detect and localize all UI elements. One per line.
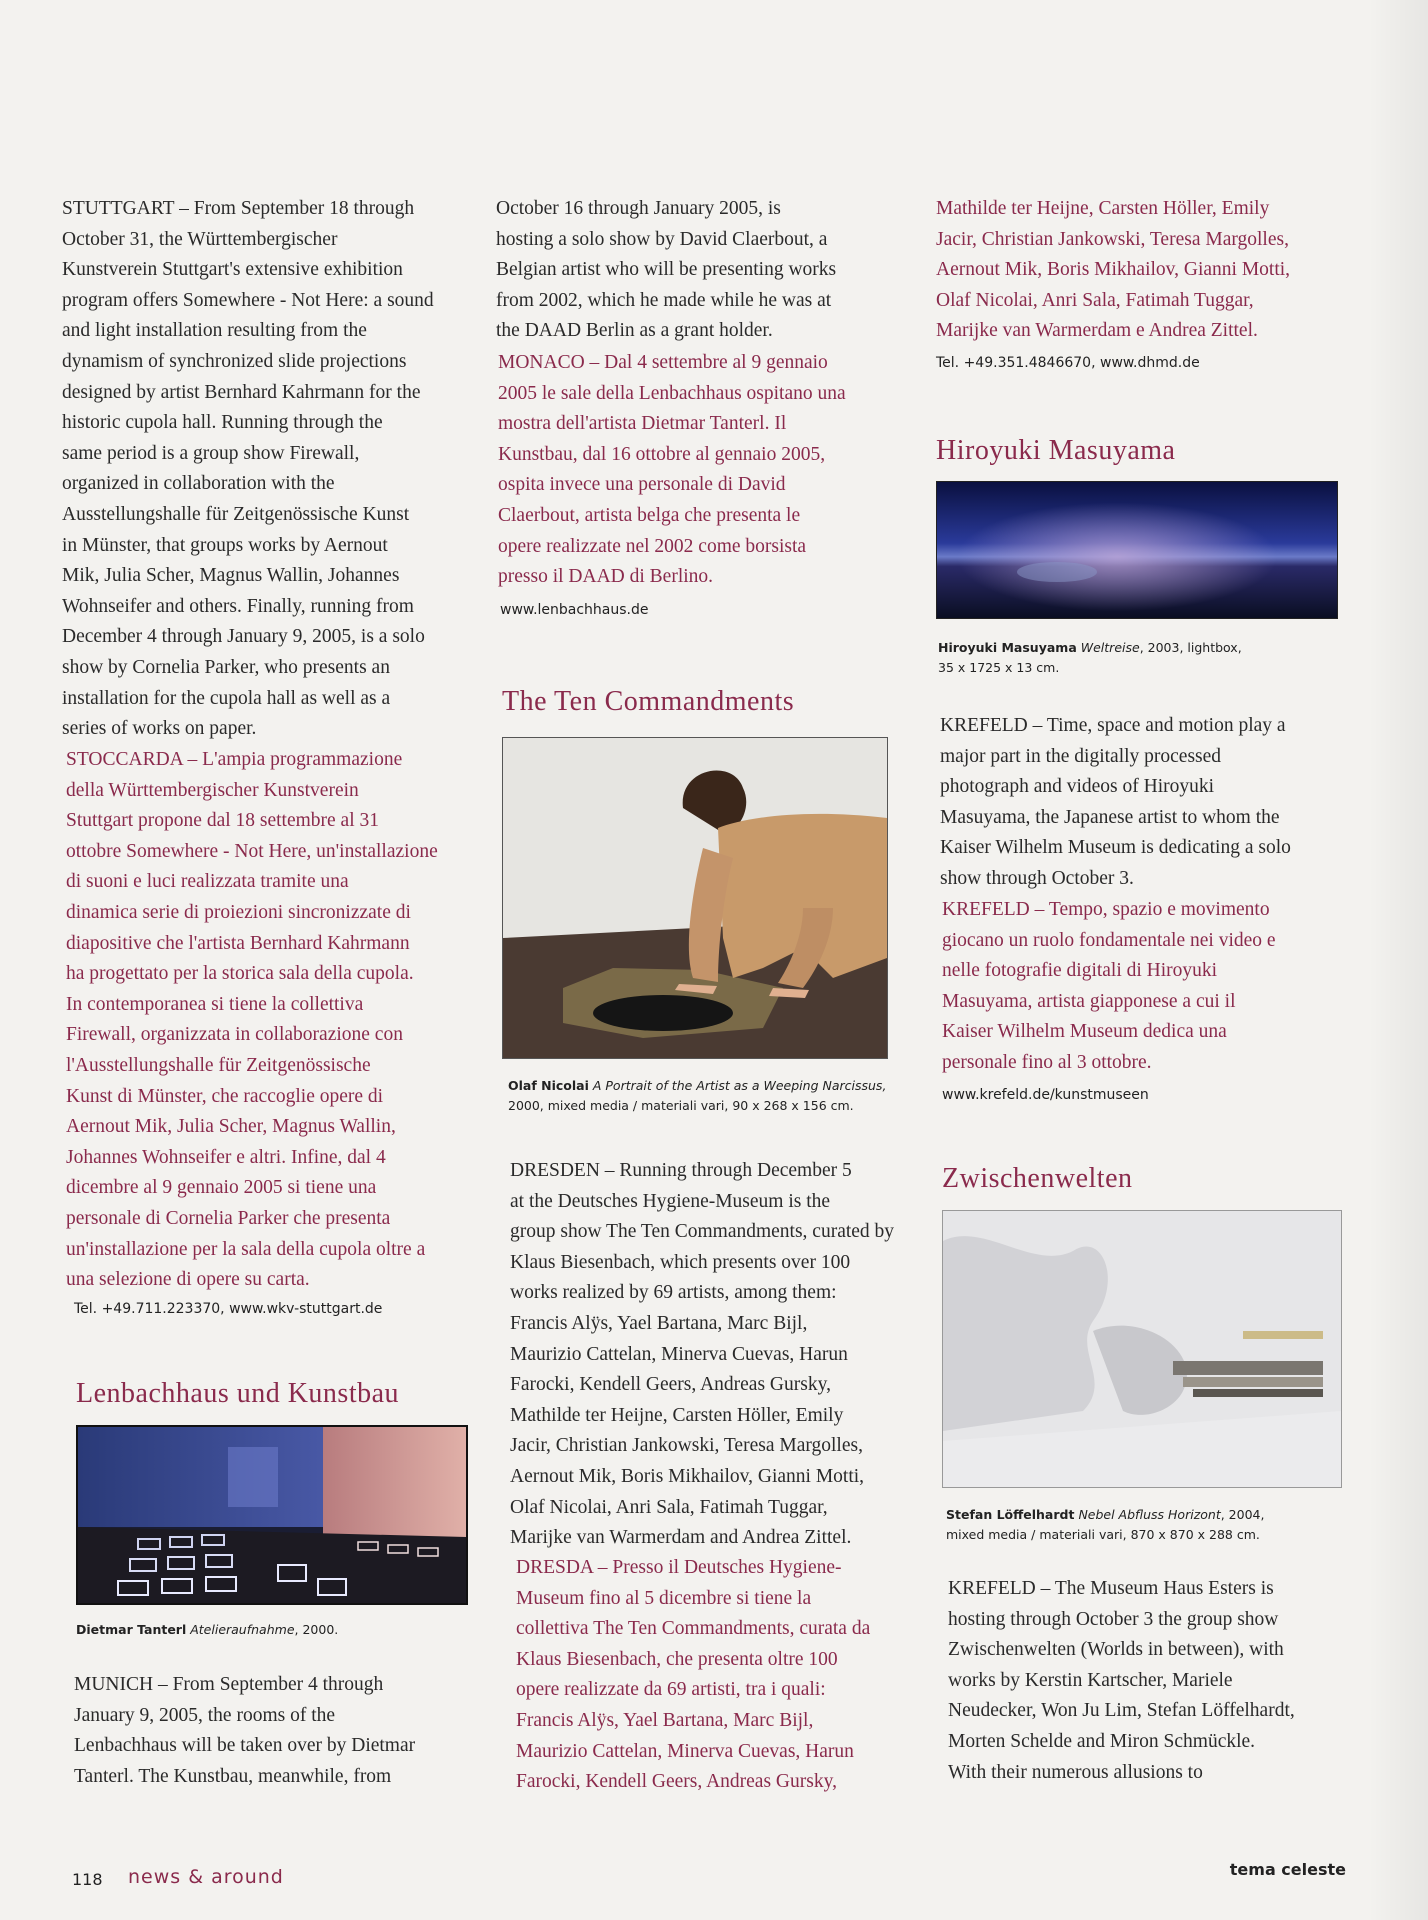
stuttgart-en-text: STUTTGART – From September 18 through October 31, the Württembergischer Kunstverein Stuttgart's extensive exhibition program offers Somewhere - Not Here: a sound and light installation resulting from the dynamism of synchronized slide projections designed by artist Bernhard Kahrmann for the historic cupola hall. Running through the same period is a group show Firewall, organized in collaboration with the Ausstellungshalle für Zeitgenössische Kunst in Münster, that groups works by Aernout Mik, Julia Scher, Magnus Wallin, Johannes Wohnseifer and others. Finally, running from December 4 through January 9, 2005, is a solo show by Cornelia Parker, who presents an installation for the cupola hall as well as a series of works on paper. (62, 198, 434, 740)
earth-horizon-image (937, 482, 1337, 618)
caption-work: A Portrait of the Artist as a Weeping Narcissus, (592, 1078, 887, 1093)
narcissus-photo (502, 737, 888, 1059)
caption-details: 2000, mixed media / materiali vari, 90 x 268 x 156 cm. (508, 1098, 854, 1113)
caption-dimensions: 35 x 1725 x 13 cm. (938, 660, 1060, 675)
dresden-it-text: DRESDA – Presso il Deutsches Hygiene- Museum fino al 5 dicembre si tiene la collettiva The Ten Commandments, curata da Klaus Biesenbach, che presenta oltre 100 opere realizzate da 69 artisti, tra i quali: Francis Alÿs, Yael Bartana, Marc Bijl, Maurizio Cattelan, Minerva Cuevas, Harun Farocki, Kendell Geers, Andreas Gursky, (516, 1557, 871, 1793)
installation-image (943, 1211, 1341, 1487)
caption-work: Atelieraufnahme (190, 1622, 295, 1637)
munich-en-cont-text: October 16 through January 2005, is hosting a solo show by David Claerbout, a Belgian artist who will be presenting works from 2002, which he made while he was at the DAAD Berlin as a grant holder. (496, 198, 837, 342)
dresden-en-text: DRESDEN – Running through December 5 at the Deutsches Hygiene-Museum is the group show The Ten Commandments, curated by Klaus Biesenbach, which presents over 100 works realized by 69 artists, among them: Francis Alÿs, Yael Bartana, Marc Bijl, Maurizio Cattelan, Minerva Cuevas, Harun Farocki, Kendell Geers, Andreas Gursky, Mathilde ter Heijne, Carsten Höller, Emily Jacir, Christian Jankowski, Teresa Margolles, Aernout Mik, Boris Mikhailov, Gianni Motti, Olaf Nicolai, Anri Sala, Fatimah Tuggar, Marijke van Warmerdam and Andrea Zittel. (510, 1160, 895, 1549)
zwischenwelten-caption (946, 1505, 1264, 1545)
masuyama-heading: Hiroyuki Masuyama (936, 435, 1176, 466)
krefeld-web: www.krefeld.de/kunstmuseen (942, 1087, 1149, 1103)
caption-work: Weltreise (1080, 640, 1140, 655)
dresden-it-cont-text: Mathilde ter Heijne, Carsten Höller, Emily Jacir, Christian Jankowski, Teresa Margolles, Aernout Mik, Boris Mikhailov, Gianni Motti, Olaf Nicolai, Anri Sala, Fatimah Tuggar, Marijke van Warmerdam e Andrea Zittel. (936, 198, 1291, 342)
caption-artist: Dietmar Tanterl (76, 1622, 187, 1637)
masuyama-photo (936, 481, 1338, 619)
ten-commandments-heading: The Ten Commandments (502, 686, 795, 717)
dresden-contact: Tel. +49.351.4846670, www.dhmd.de (936, 355, 1200, 371)
krefeld2-en-text: KREFELD – The Museum Haus Esters is hosting through October 3 the group show Zwischenwelten (Worlds in between), with works by Kerstin Kartscher, Mariele Neudecker, Won Ju Lim, Stefan Löffelhardt, Morten Schelde and Miron Schmückle. With their numerous allusions to (948, 1578, 1295, 1783)
munich-it-text: MONACO – Dal 4 settembre al 9 gennaio 2005 le sale della Lenbachhaus ospitano una mostra dell'artista Dietmar Tanterl. Il Kunstbau, dal 16 ottobre al gennaio 2005, ospita invece una personale di David Claerbout, artista belga che presenta le opere realizzate nel 2002 come borsista presso il DAAD di Berlino. (498, 352, 846, 588)
stuttgart-contact: Tel. +49.711.223370, www.wkv-stuttgart.de (74, 1301, 383, 1317)
caption-artist: Olaf Nicolai (508, 1078, 589, 1093)
caption-artist: Stefan Löffelhardt (946, 1507, 1075, 1522)
artist-kneeling-image (503, 738, 887, 1058)
munich-web: www.lenbachhaus.de (500, 602, 649, 618)
zwischenwelten-photo (942, 1210, 1342, 1488)
magazine-name: tema celeste (1229, 1860, 1346, 1879)
caption-details: , 2000. (294, 1622, 339, 1637)
page-number: 118 (72, 1870, 103, 1889)
lenbach-caption (76, 1620, 338, 1640)
lenbach-heading: Lenbachhaus und Kunstbau (76, 1378, 400, 1409)
lenbach-photo (76, 1425, 468, 1605)
section-title: news & around (128, 1866, 284, 1888)
caption-details: , 2004, (1220, 1507, 1265, 1522)
caption-details: , 2003, lightbox, (1139, 640, 1242, 655)
zwischenwelten-heading: Zwischenwelten (942, 1163, 1133, 1194)
gallery-room-image (78, 1427, 466, 1603)
ten-commandments-caption (508, 1076, 886, 1116)
stuttgart-it-text: STOCCARDA – L'ampia programmazione della Württembergischer Kunstverein Stuttgart propone dal 18 settembre al 31 ottobre Somewhere - Not Here, un'installazione di suoni e luci realizzata tramite una dinamica serie di proiezioni sincronizzate di diapositive che l'artista Bernhard Kahrmann ha progettato per la storica sala della cupola. In contemporanea si tiene la collettiva Firewall, organizzata in collaborazione con l'Ausstellungshalle für Zeitgenössische Kunst di Münster, che raccoglie opere di Aernout Mik, Julia Scher, Magnus Wallin, Johannes Wohnseifer e altri. Infine, dal 4 dicembre al 9 gennaio 2005 si tiene una personale di Cornelia Parker che presenta un'installazione per la sala della cupola oltre a una selezione di opere su carta. (66, 749, 438, 1291)
caption-dimensions: mixed media / materiali vari, 870 x 870 x 288 cm. (946, 1527, 1260, 1542)
krefeld-it-text: KREFELD – Tempo, spazio e movimento giocano un ruolo fondamentale nei video e nelle fotografie digitali di Hiroyuki Masuyama, artista giapponese a cui il Kaiser Wilhelm Museum dedica una personale fino al 3 ottobre. (942, 899, 1276, 1073)
krefeld-en-text: KREFELD – Time, space and motion play a major part in the digitally processed photograph and videos of Hiroyuki Masuyama, the Japanese artist to whom the Kaiser Wilhelm Museum is dedicating a solo show through October 3. (940, 715, 1291, 889)
masuyama-caption (938, 638, 1242, 678)
munich-en-text: MUNICH – From September 4 through January 9, 2005, the rooms of the Lenbachhaus will be taken over by Dietmar Tanterl. The Kunstbau, meanwhile, from (74, 1674, 416, 1787)
caption-work: Nebel Abfluss Horizont (1078, 1507, 1221, 1522)
caption-artist: Hiroyuki Masuyama (938, 640, 1077, 655)
page-shadow (1368, 0, 1428, 1920)
